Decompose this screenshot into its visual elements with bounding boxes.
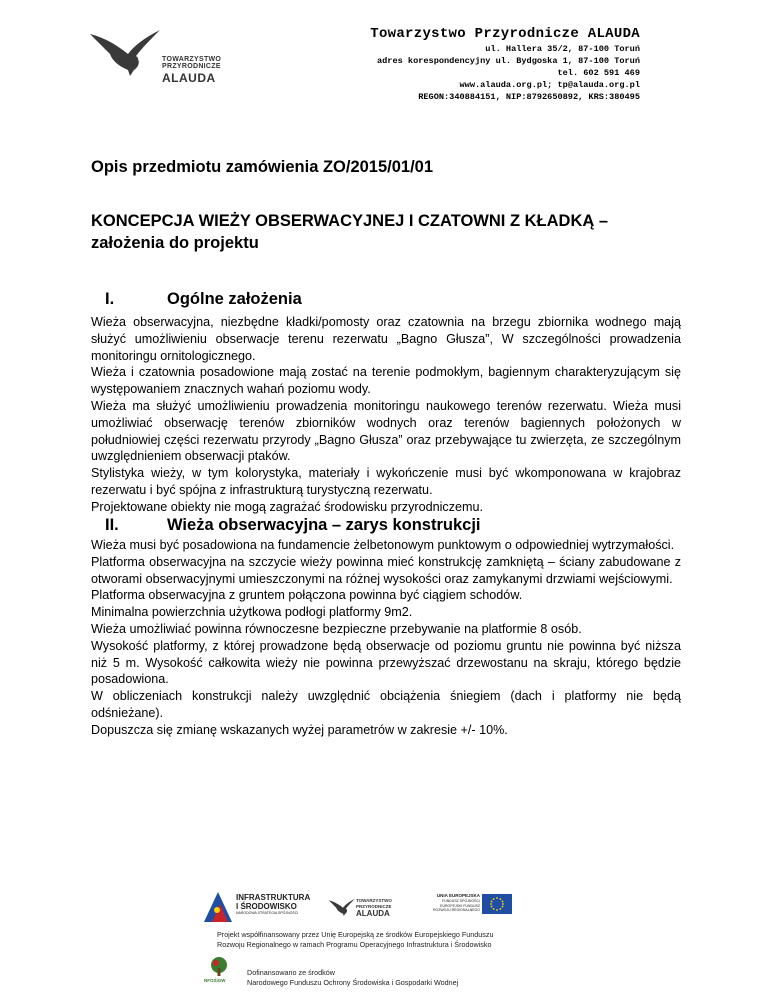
paragraph: Minimalna powierzchnia użytkowa podłogi platformy 9m2. [91, 605, 413, 620]
section-body [91, 537, 681, 739]
paragraph: Wieża umożliwiać powinna równoczesne bezpieczne przebywanie na platformie 8 osób. [91, 621, 582, 636]
bird-icon [328, 896, 358, 918]
funding-line-1: Dofinansowano ze środków [247, 968, 335, 977]
paragraph: Wieża ma służyć umożliwieniu prowadzenia monitoringu naukowego terenów rezerwatu. Wieża musi umożliwiać obserwację terenów zbiorników wodnych oraz terenów bagiennych położonych w południowiej części rezerwatu przyrody „Bagno Głusza” oraz przebywające tu zwierzęta, ze szczególnym uwzględnieniem obserwacji ptaków. [91, 398, 681, 464]
paragraph: W obliczeniach konstrukcji należy uwzględnić obciążenia śniegiem (dach i platformy nie będą odśnieżane). [91, 689, 681, 720]
infrastruktura-line-2: I ŚRODOWISKO [236, 901, 297, 911]
organization-phone: tel. 602 591 469 [557, 68, 640, 78]
paragraph: Platforma obserwacyjna z gruntem połączona powinna być ciągiem schodów. [91, 588, 523, 603]
alauda-logo [88, 26, 238, 98]
organization-header [370, 26, 640, 103]
tree-icon [208, 956, 230, 976]
caption-line-1: Projekt współfinansowany przez Unię Europejską ze środków Europejskiego Funduszu [217, 930, 494, 939]
paragraph: Wieża i czatownia posadowione mają zostać na terenie podmokłym, bagiennym charakteryzującym się występowaniem znacznych wahań poziomu wody. [91, 365, 681, 397]
eu-line-1: UNIA EUROPEJSKA [436, 893, 480, 898]
eu-logo [424, 894, 534, 924]
section-title: Wieża obserwacyjna – zarys konstrukcji [167, 516, 481, 534]
organization-correspondence: adres korespondencyjny ul. Bydgoska 1, 87-100 Toruń [376, 56, 640, 66]
eu-line-4: ROZWOJU REGIONALNEGO [432, 908, 480, 913]
document-subtitle: KONCEPCJA WIEŻY OBSERWACYJNEJ I CZATOWNI Z KŁADKĄ – założenia do projektu [91, 212, 609, 252]
paragraph: Wysokość platformy, z której prowadzone będą obserwacje od poziomu gruntu nie powinna być niższa niż 5 m. Wysokość całkowita wieży nie powinna przewyższać drzewostanu na skraju, którego będzie posadowiona. [91, 638, 681, 687]
eu-line-2: FUNDUSZ SPÓJNOŚCI [442, 898, 480, 903]
cofinancing-caption [217, 930, 517, 949]
logo-line-1: TOWARZYSTWO [162, 56, 222, 63]
infrastruktura-line-1: INFRASTRUKTURA [236, 893, 311, 902]
eu-line-3: EUROPEJSKI FUNDUSZ [440, 903, 480, 908]
paragraph: Stylistyka wieży, w tym kolorystyka, materiały i wykończenie musi być wkomponowana w krajobraz rezerwatu i być spójna z infrastrukturą turystyczną rezerwatu. [91, 466, 681, 497]
caption-line-2: Rozwoju Regionalnego w ramach Programu Operacyjnego Infrastruktura i Środowisko [217, 939, 492, 949]
paragraph: Wieża obserwacyjna, niezbędne kładki/pomosty oraz czatownia na brzegu zbiornika wodnego mają służyć umożliwieniu obserwacje terenu rezerwatu „Bagno Głusza”, W szczególności prowadzenia monitoringu ornitologicznego. [91, 315, 681, 363]
footer [200, 888, 540, 988]
bird-icon [88, 26, 168, 78]
paragraph: Platforma obserwacyjna na szczycie wieży powinna mieć konstrukcję zamkniętą – ściany zabudowane z otworami obserwacyjnymi umieszczonymi na różnej wysokości oraz zamykanymi drzwiami wejściowymi. [91, 554, 681, 586]
logo-line-3: ALAUDA [162, 70, 216, 85]
nfosigw-label: NFOŚiGW [204, 978, 226, 983]
document-title: Opis przedmiotu zamówienia ZO/2015/01/01 [91, 158, 434, 176]
organization-name: Towarzystwo Przyrodnicze ALAUDA [370, 26, 640, 42]
section-heading [91, 290, 302, 309]
eu-flag-icon [482, 894, 512, 914]
organization-address: ul. Hallera 35/2, 87-100 Toruń [485, 44, 640, 54]
alauda-small-line-2: PRZYRODNICZE [356, 903, 392, 909]
organization-registry: REGON:340884151, NIP:8792650892, KRS:380495 [418, 92, 640, 102]
section-title: Ogólne założenia [167, 290, 302, 308]
section-body [91, 314, 681, 516]
infrastruktura-line-3: NARODOWA STRATEGIA SPÓJNOŚCI [236, 911, 299, 915]
section-heading [91, 516, 481, 535]
nfosigw-logo [200, 956, 240, 988]
paragraph: Wieża musi być posadowiona na fundamencie żelbetonowym punktowym o odpowiedniej wytrzymałości. [91, 538, 675, 552]
funding-line-2: Narodowego Funduszu Ochrony Środowiska i Gospodarki Wodnej [247, 977, 459, 987]
funding-caption [247, 968, 527, 987]
alauda-small-line-1: TOWARZYSTWO [356, 898, 392, 903]
section-number: II. [105, 516, 119, 534]
organization-web-email: www.alauda.org.pl; tp@alauda.org.pl [459, 80, 640, 90]
logo-text [162, 56, 221, 84]
alauda-small-logo [328, 892, 408, 922]
alauda-small-line-3: ALAUDA [356, 909, 390, 918]
paragraph: Dopuszcza się zmianę wskazanych wyżej parametrów w zakresie +/- 10%. [91, 722, 508, 737]
section-number: I. [105, 290, 115, 308]
infrastruktura-logo [200, 888, 325, 924]
infrastruktura-icon [204, 892, 232, 922]
paragraph: Projektowane obiekty nie mogą zagrażać środowisku przyrodniczemu. [91, 499, 483, 514]
logo-line-2: PRZYRODNICZE [162, 63, 221, 71]
